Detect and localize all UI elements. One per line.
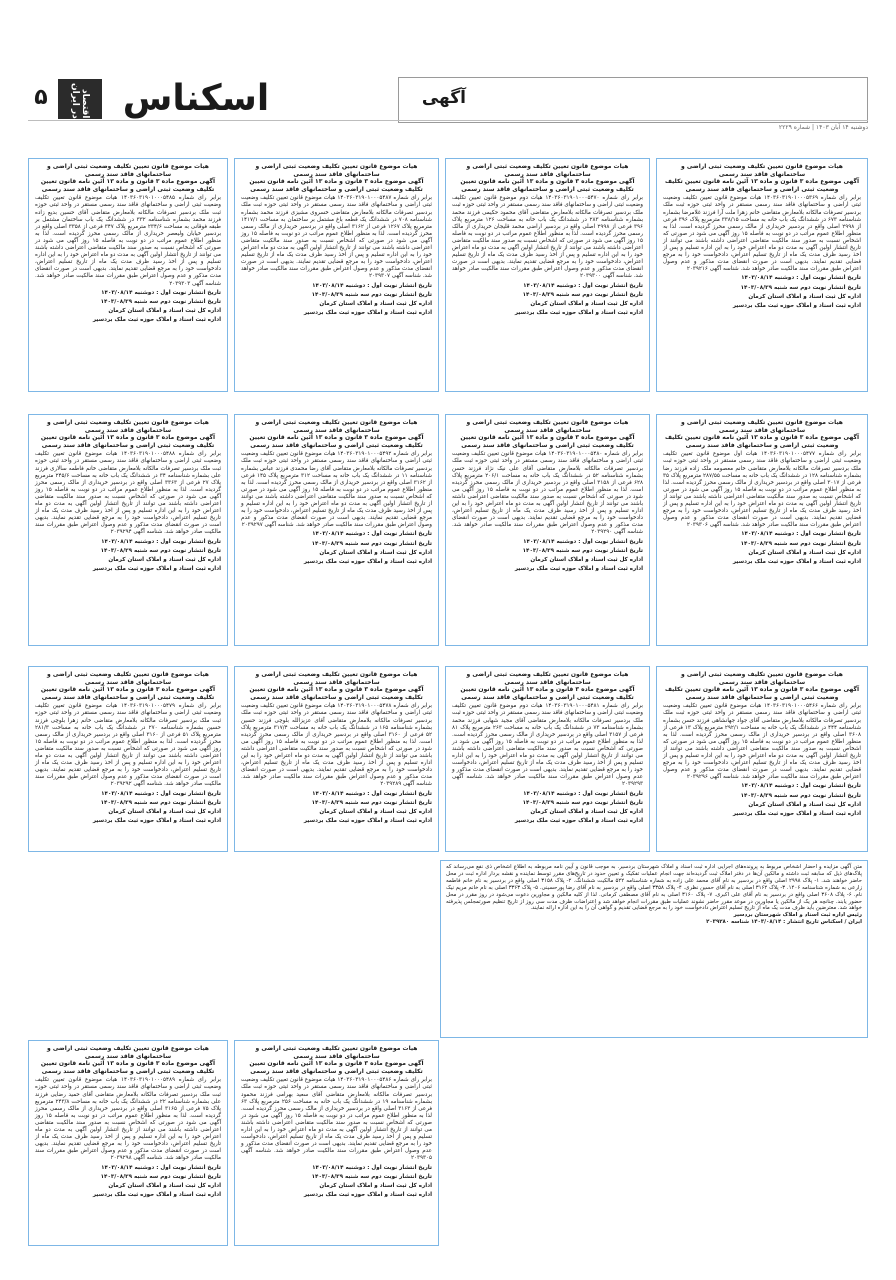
ad-body: برابر رای شماره ۱۴۰۳۶۰۳۱۹۰۱۰۰۰۵۴۸۱ هیات دوم موضوع قانون تعیین تکلیف وضعیت ثبتی اراضی و ساختمانهای فاقد سند رسمی مستقر در واحد ثبتی حوزه ثبت ملک بردسیر تصرفات مالکانه بلامعارض متقاضی آقای مجید شهابی فرزند محمد بشماره شناسنامه ۷۳ در ششدانگ یک باب خانه به مساحت ۲۶۳ مترمربع پلاک ۸۱ فرعی از ۳۱۵۷ اصلی واقع در بردسیر خریداری از مالک رسمی محرز گردیده است. لذا به منظور اطلاع عموم مراتب در دو نوبت به فاصله ۱۵ روز آگهی می شود در صورتی که اشخاص نسبت به صدور سند مالکیت متقاضی اعتراضی داشته باشند می توانند از تاریخ انتشار اولین آگهی به مدت دو ماه اعتراض خود را به این اداره تسلیم و پس از اخذ رسید ظرف مدت یک ماه از تاریخ تسلیم اعتراض، دادخواست خود را به مرجع قضایی تقدیم نمایند. بدیهی است در صورت انقضای مدت مذکور و عدم وصول اعتراض طبق مقررات سند مالکیت صادر خواهد شد. شناسه آگهی ۲۰۳۹۲۹۳ [452, 703, 644, 788]
ad-subtitle: آگهی موضوع ماده ۳ قانون و ماده ۱۳ آئین نامه قانون تعیین تکلیف وضعیت ثبتی اراضی و ساختمانهای فاقد سند رسمی [40, 1060, 216, 1075]
ad-body: برابر رای شماره ۱۴۰۳۶۰۳۱۹۰۱۰۰۰۵۴۷۹ هیات موضوع قانون تعیین تکلیف وضعیت ثبتی اراضی و ساختمانهای فاقد سند رسمی مستقر در واحد ثبتی حوزه ثبت ملک بردسیر تصرفات مالکانه بلامعارض متقاضی خانم زهرا بلوچی فرزند حسین بشماره شناسنامه ۲۷۰ در ششدانگ یک باب خانه به مساحت ۲۸۱/۳ مترمربع پلاک ۵۱ فرعی از ۳۱۶۰ اصلی واقع در بردسیر خریداری از مالک رسمی محرز گردیده است. لذا به منظور اطلاع عموم مراتب در دو نوبت به فاصله ۱۵ روز آگهی می شود در صورتی که اشخاص نسبت به صدور سند مالکیت متقاضی اعتراضی داشته باشند می توانند از تاریخ انتشار اولین آگهی به مدت دو ماه اعتراض خود را به این اداره تسلیم و پس از اخذ رسید ظرف مدت یک ماه از تاریخ تسلیم اعتراض، دادخواست خود را به مرجع قضایی تقدیم نمایند. بدیهی است در صورت انقضای مدت مذکور و عدم وصول اعتراض طبق مقررات سند مالکیت صادر خواهد شد. شناسه آگهی ۲۰۳۹۲۹۲ [35, 703, 221, 788]
ad-notice [445, 666, 650, 852]
ad-date-1: تاریخ انتشار نوبت اول : دوشنبه ۱۴۰۳/۰۸/۱۴ [523, 282, 643, 289]
ad-title: هیات موضوع قانون تعیین تکلیف وضعیت ثبتی اراضی و ساختمانهای فاقد سند رسمی [255, 1045, 418, 1060]
ad-body: برابر رای شماره ۱۴۰۳۶۰۳۱۹۰۱۰۰۰۵۴۷۰ هیات دوم موضوع قانون تعیین تکلیف وضعیت ثبتی اراضی و ساختمانهای فاقد سند رسمی مستقر در واحد ثبتی حوزه ثبت ملک بردسیر تصرفات مالکانه بلامعارض متقاضی آقای محمود حکیمی فرزند محمد بشماره شناسنامه ۲۸۳ در ششدانگ یک باب خانه به مساحت ۱۲۶ مترمربع پلاک ۳۹۶ فرعی از ۲۹۹۸ اصلی واقع در بردسیر اراضی محمد قلیجان خریداری از مالک رسمی محرز گردیده است. لذا به منظور اطلاع عموم مراتب در دو نوبت به فاصله ۱۵ روز آگهی می شود در صورتی که اشخاص نسبت به صدور سند مالکیت متقاضی اعتراضی داشته باشند می توانند از تاریخ انتشار اولین آگهی به مدت دو ماه اعتراض خود را به این اداره تسلیم و پس از اخذ رسید ظرف مدت یک ماه از تاریخ تسلیم اعتراض، دادخواست خود را به مرجع قضایی تقدیم نمایند. بدیهی است در صورت انقضای مدت مذکور و عدم وصول اعتراض طبق مقررات سند مالکیت صادر خواهد شد. شناسه آگهی ۲۰۳۹۳۰۰ [452, 195, 643, 280]
ad-title: هیات موضوع قانون تعیین تکلیف وضعیت ثبتی اراضی و ساختمانهای فاقد سند رسمی [255, 163, 418, 178]
ad-signer: اداره ثبت اسناد و املاک حوزه ثبت ملک بردسیر [92, 1191, 221, 1198]
ad-office: اداره کل ثبت اسناد و املاک استان کرمان [108, 1182, 221, 1189]
ad-office: اداره کل ثبت اسناد و املاک استان کرمان [748, 293, 861, 300]
ad-notice [28, 666, 228, 852]
ad-date-2: تاریخ انتشار نوبت دوم سه شنبه ۱۴۰۳/۰۸/۲۹ [740, 284, 861, 291]
ad-date-1: تاریخ انتشار نوبت اول : دوشنبه ۱۴۰۳/۰۸/۱۴ [741, 275, 861, 282]
ad-office: اداره کل ثبت اسناد و املاک استان کرمان [530, 556, 643, 563]
page-number: ۵ [34, 85, 48, 110]
ad-office: اداره کل ثبت اسناد و املاک استان کرمان [530, 808, 643, 815]
logo-tag: اقتصاد در ایران [58, 79, 102, 119]
ad-notice [28, 1040, 228, 1246]
ad-signer: اداره ثبت اسناد و املاک حوزه ثبت ملک بردسیر [303, 817, 432, 824]
ad-title: هیات موضوع قانون تعیین تکلیف وضعیت ثبتی اراضی و ساختمانهای فاقد سند رسمی [466, 419, 629, 434]
ad-subtitle: آگهی موضوع ماده ۳ قانون و ماده ۱۳ آئین نامه قانون تعیین تکلیف وضعیت ثبتی اراضی و ساختمانهای فاقد سند رسمی [460, 178, 635, 193]
ad-signer: اداره ثبت اسناد و املاک حوزه ثبت ملک بردسیر [732, 810, 861, 817]
ad-date-1: تاریخ انتشار نوبت اول : دوشنبه ۱۴۰۳/۰۸/۱۴ [741, 531, 861, 538]
ad-notice [28, 158, 228, 392]
ad-subtitle: آگهی موضوع ماده ۳ قانون و ماده ۱۳ آئین نامه قانون تعیین تکلیف وضعیت ثبتی اراضی و ساختمانهای فاقد سند رسمی [249, 686, 424, 701]
ad-date-2: تاریخ انتشار نوبت دوم سه شنبه ۱۴۰۳/۰۸/۲۹ [522, 799, 643, 806]
ad-title: هیات موضوع قانون تعیین تکلیف وضعیت ثبتی اراضی و ساختمانهای فاقد سند رسمی [681, 419, 843, 434]
ad-date-2: تاریخ انتشار نوبت دوم سه شنبه ۱۴۰۳/۰۸/۲۹ [100, 298, 221, 305]
ad-date-2: تاریخ انتشار نوبت دوم سه شنبه ۱۴۰۳/۰۸/۲۹ [311, 799, 432, 806]
ad-date-1: تاریخ انتشار نوبت اول : دوشنبه ۱۴۰۳/۰۸/۱۴ [312, 531, 432, 538]
ad-signer: اداره ثبت اسناد و املاک حوزه ثبت ملک بردسیر [92, 316, 221, 323]
ad-body: برابر رای شماره ۱۴۰۳۶۰۳۱۹۰۱۰۰۰۵۴۸۸ هیات موضوع قانون تعیین تکلیف وضعیت ثبتی اراضی و ساختمانهای فاقد سند رسمی مستقر در واحد ثبتی حوزه ثبت ملک بردسیر تصرفات مالکانه بلامعارض متقاضی خانم فاطمه سالاری فرزند علی بشماره شناسنامه ۳۴ در ششدانگ یک باب خانه به مساحت ۲۴۵/۶ مترمربع پلاک ۲۷ فرعی از ۳۳۶۳ اصلی واقع در بردسیر خریداری از مالک رسمی محرز گردیده است. لذا به منظور اطلاع عموم مراتب در دو نوبت به فاصله ۱۵ روز آگهی می شود در صورتی که اشخاص نسبت به صدور سند مالکیت متقاضی اعتراضی داشته باشند می توانند از تاریخ انتشار اولین آگهی به مدت دو ماه اعتراض خود را به این اداره تسلیم و پس از اخذ رسید ظرف مدت یک ماه از تاریخ تسلیم اعتراض، دادخواست خود را به مرجع قضایی تقدیم نمایند. بدیهی است در صورت انقضای مدت مذکور و عدم وصول اعتراض طبق مقررات سند مالکیت صادر خواهد شد. شناسه آگهی ۲۰۳۹۲۹۴ [35, 451, 221, 536]
ad-date-2: تاریخ انتشار نوبت دوم سه شنبه ۱۴۰۳/۰۸/۲۹ [522, 547, 643, 554]
long-notice-body: متن آگهی مزایده و احضار اشخاص مربوط به پرونده‌های اجرایی اداره ثبت اسناد و املاک شهرستان بردسیر. به موجب قانون و آیین نامه مربوطه به اطلاع اشخاص ذی نفع می‌رساند که پلاک‌های ذیل که سابقه ثبت داشته و مالکین آن‌ها در دفتر املاک ثبت گردیده‌اند جهت انجام عملیات تفکیک و تعیین حدود در تاریخ‌های مقرر توسط نماینده و نقشه بردار اداره ثبت در محل حاضر خواهند شد. ۱- پلاک ۲۹۹۸ اصلی واقع در بردسیر به نام آقای محمد علی زاده به شماره شناسنامه ۵۲۲ مالکیت ششدانگ. ۲- پلاک ۳۱۵۸ اصلی واقع در بردسیر به نام خانم فاطمه زارعی به شماره شناسنامه ۱۴۰۶. ۳- پلاک ۳۱۶۲ اصلی به نام آقای حسین نظری. ۴- پلاک ۳۳۵۸ اصلی واقع در بردسیر به نام آقای رضا پورحسینی. ۵- پلاک ۳۳۶۳ اصلی به نام خانم مریم نیک نام. ۶- پلاک ۳۶۰۸ اصلی واقع در بردسیر به نام آقای علی اکبری. ۷- پلاک ۳۱۶۰ اصلی به نام آقای مصطفی کرمانی. لذا از کلیه مالکین و مجاورین دعوت می‌شود در روز مقرر در محل حضور یابند. چنانچه هر یک از مالکین یا مجاورین در موعد مقرر حاضر نشوند عملیات طبق مقررات انجام خواهد شد و اعتراضات ظرف مدت سی روز از تاریخ تنظیم صورتمجلس پذیرفته خواهد شد. معترضین باید ظرف مدت یک ماه از تاریخ تسلیم اعتراض دادخواست خود را به مرجع قضایی تقدیم و گواهی آن را به این اداره ارائه نمایند. [446, 864, 863, 912]
ad-signer: اداره ثبت اسناد و املاک حوزه ثبت ملک بردسیر [92, 565, 221, 572]
ad-date-1: تاریخ انتشار نوبت اول : دوشنبه ۱۴۰۳/۰۸/۱۴ [312, 790, 432, 797]
ad-subtitle: آگهی موضوع ماده ۳ قانون و ماده ۱۳ آئین نامه قانون تعیین تکلیف وضعیت ثبتی اراضی و ساختمانهای فاقد سند رسمی [664, 178, 860, 193]
ad-subtitle: آگهی موضوع ماده ۳ قانون و ماده ۱۳ آئین نامه قانون تعیین تکلیف وضعیت ثبتی اراضی و ساختمانهای فاقد سند رسمی [249, 178, 424, 193]
ad-subtitle: آگهی موضوع ماده ۳ قانون و ماده ۱۳ آئین نامه قانون تعیین تکلیف وضعیت ثبتی اراضی و ساختمانهای فاقد سند رسمی [249, 1060, 424, 1075]
ad-body: برابر رای شماره ۱۴۰۳۶۰۳۱۹۰۱۰۰۰۵۳۶۹ هیات موضوع قانون تعیین تکلیف وضعیت ثبتی اراضی و ساختمانهای فاقد سند رسمی مستقر در واحد ثبتی حوزه ثبت ملک بردسیر تصرفات مالکانه بلامعارض متقاضی خانم زهرا ملت آرا فرزند غلامرضا بشماره شناسنامه ۶۷۳ در ششدانگ یک باب خانه به مساحت ۳۳۸/۱۵ مترمربع پلاک ۳۹۶ فرعی از ۲۹۹۸ اصلی واقع در بردسیر خریداری از مالک رسمی محرز گردیده است. لذا به منظور اطلاع عموم مراتب در دو نوبت به فاصله ۱۵ روز آگهی می شود در صورتی که اشخاص نسبت به صدور سند مالکیت متقاضی اعتراضی داشته باشند می توانند از تاریخ انتشار اولین آگهی به مدت دو ماه اعتراض خود را به این اداره تسلیم و پس از اخذ رسید ظرف مدت یک ماه از تاریخ تسلیم اعتراض، دادخواست خود را به مرجع قضایی تقدیم نمایند. بدیهی است در صورت انقضای مدت مذکور و عدم وصول اعتراض طبق مقررات سند مالکیت صادر خواهد شد. شناسه آگهی ۲۰۳۹۲۱۶ [663, 195, 862, 273]
ad-body: برابر رای شماره ۱۴۰۳۶۰۳۱۹۰۱۰۰۰۵۴۸۷ هیات موضوع قانون تعیین تکلیف وضعیت ثبتی اراضی و ساختمانهای فاقد سند رسمی مستقر در واحد ثبتی حوزه ثبت ملک بردسیر تصرفات مالکانه بلامعارض متقاضی خسروی مشیزی فرزند محمد بشماره شناسنامه ۷۰۸ در ششدانگ یک قطعه باغ مشتمل بر ساختمان به مساحت ۱۴۱۷/۱ مترمربع پلاک ۱۲۶۷ فرعی از ۳۱۶۲ اصلی واقع در بردسیر خریداری از مالک رسمی محرز گردیده است. لذا به منظور اطلاع عموم مراتب در دو نوبت به فاصله ۱۵ روز آگهی می شود در صورتی که اشخاص نسبت به صدور سند مالکیت متقاضی اعتراضی داشته باشند می توانند از تاریخ انتشار اولین آگهی به مدت دو ماه اعتراض خود را به این اداره تسلیم و پس از اخذ رسید ظرف مدت یک ماه از تاریخ تسلیم اعتراض، دادخواست خود را به مرجع قضایی تقدیم نمایند. بدیهی است در صورت انقضای مدت مذکور و عدم وصول اعتراض طبق مقررات سند مالکیت صادر خواهد شد. شناسه آگهی ۲۰۳۹۳۰۷ [241, 195, 432, 280]
ad-date-2: تاریخ انتشار نوبت دوم سه شنبه ۱۴۰۳/۰۸/۲۹ [740, 792, 861, 799]
ad-body: برابر رای شماره ۱۴۰۳۶۰۳۱۹۰۱۰۰۰۵۴۹۲ هیات موضوع قانون تعیین تکلیف وضعیت ثبتی اراضی و ساختمانهای فاقد سند رسمی مستقر در واحد ثبتی حوزه ثبت ملک بردسیر تصرفات مالکانه بلامعارض متقاضی آقای رضا محمدی فرزند عباس بشماره شناسنامه ۱۱ در ششدانگ یک باب خانه به مساحت ۳۱۲ مترمربع پلاک ۱۴۵ فرعی از ۳۱۶۲ اصلی واقع در بردسیر خریداری از مالک رسمی محرز گردیده است. لذا به منظور اطلاع عموم مراتب در دو نوبت به فاصله ۱۵ روز آگهی می شود در صورتی که اشخاص نسبت به صدور سند مالکیت متقاضی اعتراضی داشته باشند می توانند از تاریخ انتشار اولین آگهی به مدت دو ماه اعتراض خود را به این اداره تسلیم و پس از اخذ رسید ظرف مدت یک ماه از تاریخ تسلیم اعتراض، دادخواست خود را به مرجع قضایی تقدیم نمایند. بدیهی است در صورت انقضای مدت مذکور و عدم وصول اعتراض طبق مقررات سند مالکیت صادر خواهد شد. شناسه آگهی ۲۰۳۹۲۹۷ [241, 451, 432, 529]
ad-date-2: تاریخ انتشار نوبت دوم سه شنبه ۱۴۰۳/۰۸/۲۹ [100, 1173, 221, 1180]
ad-notice [234, 158, 439, 392]
ad-date-2: تاریخ انتشار نوبت دوم سه شنبه ۱۴۰۳/۰۸/۲۹ [100, 799, 221, 806]
ad-subtitle: آگهی موضوع ماده ۳ قانون و ماده ۱۳ آئین نامه قانون تعیین تکلیف وضعیت ثبتی اراضی و ساختمانهای فاقد سند رسمی [249, 434, 424, 449]
ad-notice [656, 158, 868, 392]
ad-subtitle: آگهی موضوع ماده ۳ قانون و ماده ۱۳ آئین نامه قانون تعیین تکلیف وضعیت ثبتی اراضی و ساختمانهای فاقد سند رسمی [40, 178, 216, 193]
ad-subtitle: آگهی موضوع ماده ۳ قانون و ماده ۱۳ آئین نامه قانون تعیین تکلیف وضعیت ثبتی اراضی و ساختمانهای فاقد سند رسمی [460, 434, 635, 449]
ad-body: برابر رای شماره ۱۴۰۳۶۰۳۱۹۰۱۰۰۰۵۴۸۹ هیات موضوع قانون تعیین تکلیف وضعیت ثبتی اراضی و ساختمانهای فاقد سند رسمی مستقر در واحد ثبتی حوزه ثبت ملک بردسیر تصرفات مالکانه بلامعارض متقاضی آقای حمید رضایی فرزند علی بشماره شناسنامه ۲۲ در ششدانگ یک باب خانه به مساحت ۲۴۳/۸ مترمربع پلاک ۷۵ فرعی از ۳۱۶۵ اصلی واقع در بردسیر خریداری از مالک رسمی محرز گردیده است. لذا به منظور اطلاع عموم مراتب در دو نوبت به فاصله ۱۵ روز آگهی می شود در صورتی که اشخاص نسبت به صدور سند مالکیت متقاضی اعتراضی داشته باشند می توانند از تاریخ انتشار اولین آگهی به مدت دو ماه اعتراض خود را به این اداره تسلیم و پس از اخذ رسید ظرف مدت یک ماه از تاریخ تسلیم اعتراض، دادخواست خود را به مرجع قضایی تقدیم نمایند. بدیهی است در صورت انقضای مدت مذکور و عدم وصول اعتراض طبق مقررات سند مالکیت صادر خواهد شد. شناسه آگهی ۲۰۳۹۲۹۸ [35, 1077, 221, 1162]
ad-office: اداره کل ثبت اسناد و املاک استان کرمان [319, 1182, 432, 1189]
ad-date-2: تاریخ انتشار نوبت دوم سه شنبه ۱۴۰۳/۰۸/۲۹ [522, 291, 643, 298]
ad-office: اداره کل ثبت اسناد و املاک استان کرمان [748, 801, 861, 808]
ad-signer: اداره ثبت اسناد و املاک حوزه ثبت ملک بردسیر [514, 817, 643, 824]
ad-title: هیات موضوع قانون تعیین تکلیف وضعیت ثبتی اراضی و ساختمانهای فاقد سند رسمی [255, 419, 418, 434]
ad-notice [445, 158, 650, 392]
ad-notice [234, 1040, 439, 1246]
ad-date-1: تاریخ انتشار نوبت اول : دوشنبه ۱۴۰۳/۰۸/۱۴ [101, 1164, 221, 1171]
header-rule [28, 120, 868, 121]
ad-title: هیات موضوع قانون تعیین تکلیف وضعیت ثبتی اراضی و ساختمانهای فاقد سند رسمی [47, 163, 209, 178]
ad-subtitle: آگهی موضوع ماده ۳ قانون و ماده ۱۳ آئین نامه قانون تعیین تکلیف وضعیت ثبتی اراضی و ساختمانهای فاقد سند رسمی [40, 434, 216, 449]
ad-office: اداره کل ثبت اسناد و املاک استان کرمان [319, 808, 432, 815]
ad-date-1: تاریخ انتشار نوبت اول : دوشنبه ۱۴۰۳/۰۸/۱۴ [101, 538, 221, 545]
ad-date-2: تاریخ انتشار نوبت دوم سه شنبه ۱۴۰۳/۰۸/۲۹ [311, 1173, 432, 1180]
ad-date-1: تاریخ انتشار نوبت اول : دوشنبه ۱۴۰۳/۰۸/۱۴ [101, 790, 221, 797]
ad-signer: اداره ثبت اسناد و املاک حوزه ثبت ملک بردسیر [303, 1191, 432, 1198]
ad-date-2: تاریخ انتشار نوبت دوم سه شنبه ۱۴۰۳/۰۸/۲۹ [740, 540, 861, 547]
issue-meta: دوشنبه ۱۴ آبان ۱۴۰۳ | شماره ۲۲۲۹ [778, 124, 868, 131]
ad-office: اداره کل ثبت اسناد و املاک استان کرمان [319, 549, 432, 556]
ad-body: برابر رای شماره ۱۴۰۳۶۰۳۱۹۰۱۰۰۰۵۴۸۶ هیات موضوع قانون تعیین تکلیف وضعیت ثبتی اراضی و ساختمانهای فاقد سند رسمی مستقر در واحد ثبتی حوزه ثبت ملک بردسیر تصرفات مالکانه بلامعارض متقاضی آقای سعید بهرامی فرزند محمود بشماره شناسنامه ۱۹ در ششدانگ یک باب خانه به مساحت ۲۵۶ مترمربع پلاک ۶۳ فرعی از ۳۱۶۳ اصلی واقع در بردسیر خریداری از مالک رسمی محرز گردیده است. لذا به منظور اطلاع عموم مراتب در دو نوبت به فاصله ۱۵ روز آگهی می شود در صورتی که اشخاص نسبت به صدور سند مالکیت متقاضی اعتراضی داشته باشند می توانند از تاریخ انتشار اولین آگهی به مدت دو ماه اعتراض خود را به این اداره تسلیم و پس از اخذ رسید ظرف مدت یک ماه از تاریخ تسلیم اعتراض، دادخواست خود را به مرجع قضایی تقدیم نمایند. بدیهی است در صورت انقضای مدت مذکور و عدم وصول اعتراض طبق مقررات سند مالکیت صادر خواهد شد. شناسه آگهی ۲۰۳۹۳۰۵ [241, 1077, 433, 1162]
ad-title: هیات موضوع قانون تعیین تکلیف وضعیت ثبتی اراضی و ساختمانهای فاقد سند رسمی [681, 671, 843, 686]
ad-date-1: تاریخ انتشار نوبت اول : دوشنبه ۱۴۰۳/۰۸/۱۴ [312, 1164, 432, 1171]
ad-office: اداره کل ثبت اسناد و املاک استان کرمان [748, 549, 861, 556]
ad-body: برابر رای شماره ۱۴۰۳۶۰۳۱۹۰۱۰۰۰۵۴۸۵ هیات موضوع قانون تعیین تکلیف وضعیت ثبتی اراضی و ساختمانهای فاقد سند رسمی مستقر در واحد ثبتی حوزه ثبت ملک بردسیر تصرفات مالکانه بلامعارض متقاضی آقای حسین بدیع زاده فرزند محمد بشماره شناسنامه ۳۳۲ در ششدانگ یک باب ساختمان مشتمل بر طبقه فوقانی به مساحت ۲۳۴/۶ مترمربع پلاک ۳۴۷ فرعی از ۳۳۵۸ اصلی واقع در بردسیر خیابان ولیعصر خریداری از مالک رسمی محرز گردیده است. لذا به منظور اطلاع عموم مراتب در دو نوبت به فاصله ۱۵ روز آگهی می شود در صورتی که اشخاص نسبت به صدور سند مالکیت متقاضی اعتراضی داشته باشند می توانند از تاریخ انتشار اولین آگهی به مدت دو ماه اعتراض خود را به این اداره تسلیم و پس از اخذ رسید ظرف مدت یک ماه از تاریخ تسلیم اعتراض، دادخواست خود را به مرجع قضایی تقدیم نمایند. بدیهی است در صورت انقضای مدت مذکور و عدم وصول اعتراض طبق مقررات سند مالکیت صادر خواهد شد. شناسه آگهی ۲۰۳۹۳۰۳ [35, 195, 222, 287]
ad-body: برابر رای شماره ۱۴۰۳۶۰۳۱۹۰۱۰۰۰۵۴۷۸ هیات موضوع قانون تعیین تکلیف وضعیت ثبتی اراضی و ساختمانهای فاقد سند رسمی مستقر در واحد ثبتی حوزه ثبت ملک بردسیر تصرفات مالکانه بلامعارض متقاضی آقای عزیزالله بلوچی فرزند حسین بشماره شناسنامه ۱۶۵ در ششدانگ یک باب خانه به مساحت ۳۱۷/۴ مترمربع پلاک ۵۲ فرعی از ۳۱۶۰ اصلی واقع در بردسیر خریداری از مالک رسمی محرز گردیده است. لذا به منظور اطلاع عموم مراتب در دو نوبت به فاصله ۱۵ روز آگهی می شود در صورتی که اشخاص نسبت به صدور سند مالکیت متقاضی اعتراضی داشته باشند می توانند از تاریخ انتشار اولین آگهی به مدت دو ماه اعتراض خود را به این اداره تسلیم و پس از اخذ رسید ظرف مدت یک ماه از تاریخ تسلیم اعتراض، دادخواست خود را به مرجع قضایی تقدیم نمایند. بدیهی است در صورت انقضای مدت مذکور و عدم وصول اعتراض طبق مقررات سند مالکیت صادر خواهد شد. شناسه آگهی ۲۰۳۹۲۸۹ [241, 703, 432, 788]
ad-signer: اداره ثبت اسناد و املاک حوزه ثبت ملک بردسیر [92, 817, 221, 824]
ad-notice [445, 414, 650, 646]
ad-notice [656, 666, 868, 852]
ad-signer: اداره ثبت اسناد و املاک حوزه ثبت ملک بردسیر [303, 309, 432, 316]
ad-title: هیات موضوع قانون تعیین تکلیف وضعیت ثبتی اراضی و ساختمانهای فاقد سند رسمی [47, 1045, 209, 1060]
ad-office: اداره کل ثبت اسناد و املاک استان کرمان [108, 808, 221, 815]
ad-body: برابر رای شماره ۱۴۰۳۶۰۳۱۹۰۱۰۰۰۵۴۶۶ هیات موضوع قانون تعیین تکلیف وضعیت ثبتی اراضی و ساختمانهای فاقد سند رسمی مستقر در واحد ثبتی حوزه ثبت ملک بردسیر تصرفات مالکانه بلامعارض متقاضی آقای جواد جهانشاهی فرزند حسن بشماره شناسنامه ۴۴۴ در ششدانگ یک باب خانه به مساحت ۲۹۲/۱ مترمربع پلاک ۱۳ فرعی از ۳۶۰۸ اصلی واقع در بردسیر خریداری از مالک رسمی محرز گردیده است. لذا به منظور اطلاع عموم مراتب در دو نوبت به فاصله ۱۵ روز آگهی می شود در صورتی که اشخاص نسبت به صدور سند مالکیت متقاضی اعتراضی داشته باشند می توانند از تاریخ انتشار اولین آگهی به مدت دو ماه اعتراض خود را به این اداره تسلیم و پس از اخذ رسید ظرف مدت یک ماه از تاریخ تسلیم اعتراض، دادخواست خود را به مرجع قضایی تقدیم نمایند. بدیهی است در صورت انقضای مدت مذکور و عدم وصول اعتراض طبق مقررات سند مالکیت صادر خواهد شد. شناسه آگهی ۲۰۳۹۲۹۶ [663, 703, 862, 781]
ad-office: اداره کل ثبت اسناد و املاک استان کرمان [530, 300, 643, 307]
ad-date-1: تاریخ انتشار نوبت اول : دوشنبه ۱۴۰۳/۰۸/۱۴ [312, 282, 432, 289]
section-title: آگهی [421, 88, 466, 108]
ad-subtitle: آگهی موضوع ماده ۳ قانون و ماده ۱۳ آئین نامه قانون تعیین تکلیف وضعیت ثبتی اراضی و ساختمانهای فاقد سند رسمی [460, 686, 635, 701]
ad-title: هیات موضوع قانون تعیین تکلیف وضعیت ثبتی اراضی و ساختمانهای فاقد سند رسمی [255, 671, 418, 686]
ad-date-1: تاریخ انتشار نوبت اول : دوشنبه ۱۴۰۳/۰۸/۱۴ [741, 783, 861, 790]
ad-title: هیات موضوع قانون تعیین تکلیف وضعیت ثبتی اراضی و ساختمانهای فاقد سند رسمی [681, 163, 843, 178]
ad-office: اداره کل ثبت اسناد و املاک استان کرمان [108, 307, 221, 314]
ad-office: اداره کل ثبت اسناد و املاک استان کرمان [319, 300, 432, 307]
ad-date-1: تاریخ انتشار نوبت اول : دوشنبه ۱۴۰۳/۰۸/۱۴ [523, 790, 643, 797]
ad-date-1: تاریخ انتشار نوبت اول : دوشنبه ۱۴۰۳/۰۸/۱۴ [101, 289, 221, 296]
ad-signer: اداره ثبت اسناد و املاک حوزه ثبت ملک بردسیر [514, 565, 643, 572]
ad-subtitle: آگهی موضوع ماده ۳ قانون و ماده ۱۳ آئین نامه قانون تعیین تکلیف وضعیت ثبتی اراضی و ساختمانهای فاقد سند رسمی [664, 686, 860, 701]
ad-notice [234, 414, 439, 646]
ad-signer: اداره ثبت اسناد و املاک حوزه ثبت ملک بردسیر [303, 558, 432, 565]
ad-title: هیات موضوع قانون تعیین تکلیف وضعیت ثبتی اراضی و ساختمانهای فاقد سند رسمی [47, 419, 209, 434]
ad-date-1: تاریخ انتشار نوبت اول : دوشنبه ۱۴۰۳/۰۸/۱۴ [523, 538, 643, 545]
ad-office: اداره کل ثبت اسناد و املاک استان کرمان [108, 556, 221, 563]
ad-body: برابر رای شماره ۱۴۰۳۶۰۳۱۹۰۱۰۰۰۵۴۷۷ هیات اول موضوع قانون تعیین تکلیف وضعیت ثبتی اراضی و ساختمانهای فاقد سند رسمی مستقر در واحد ثبتی حوزه ثبت ملک بردسیر تصرفات مالکانه بلامعارض متقاضی خانم معصومه ملک زاده فرزند رضا بشماره شناسنامه ۱۲۸ در ششدانگ یک باب خانه به مساحت ۲۸۷/۵۵ مترمربع پلاک ۳۵ فرعی از ۳۰۱۷ اصلی واقع در بردسیر خریداری از مالک رسمی محرز گردیده است. لذا به منظور اطلاع عموم مراتب در دو نوبت به فاصله ۱۵ روز آگهی می شود در صورتی که اشخاص نسبت به صدور سند مالکیت متقاضی اعتراضی داشته باشند می توانند از تاریخ انتشار اولین آگهی به مدت دو ماه اعتراض خود را به این اداره تسلیم و پس از اخذ رسید ظرف مدت یک ماه از تاریخ تسلیم اعتراض، دادخواست خود را به مرجع قضایی تقدیم نمایند. بدیهی است در صورت انقضای مدت مذکور و عدم وصول اعتراض طبق مقررات سند مالکیت صادر خواهد شد. شناسه آگهی ۲۰۳۹۳۰۶ [663, 451, 862, 529]
ad-notice [656, 414, 868, 646]
long-notice-signer: رئیس اداره ثبت اسناد و املاک شهرستان بردسیر [733, 912, 862, 919]
ad-date-2: تاریخ انتشار نوبت دوم سه شنبه ۱۴۰۳/۰۸/۲۹ [311, 540, 432, 547]
ad-notice [234, 666, 439, 852]
ad-subtitle: آگهی موضوع ماده ۳ قانون و ماده ۱۳ آئین نامه قانون تعیین تکلیف وضعیت ثبتی اراضی و ساختمانهای فاقد سند رسمی [40, 686, 216, 701]
ad-signer: اداره ثبت اسناد و املاک حوزه ثبت ملک بردسیر [732, 558, 861, 565]
ad-date-2: تاریخ انتشار نوبت دوم سه شنبه ۱۴۰۳/۰۸/۲۹ [100, 547, 221, 554]
ad-body: برابر رای شماره ۱۴۰۳۶۰۳۱۹۰۱۰۰۰۵۴۸۰ هیات موضوع قانون تعیین تکلیف وضعیت ثبتی اراضی و ساختمانهای فاقد سند رسمی مستقر در واحد ثبتی حوزه ثبت ملک بردسیر تصرفات مالکانه بلامعارض متقاضی آقای علی نیک نژاد فرزند حسن بشماره شناسنامه ۵۲ در ششدانگ یک باب خانه به مساحت ۲۰۶/۱ مترمربع پلاک ۶۲۸ فرعی از ۳۱۵۸ اصلی واقع در بردسیر خریداری از مالک رسمی محرز گردیده است. لذا به منظور اطلاع عموم مراتب در دو نوبت به فاصله ۱۵ روز آگهی می شود در صورتی که اشخاص نسبت به صدور سند مالکیت متقاضی اعتراضی داشته باشند می توانند از تاریخ انتشار اولین آگهی به مدت دو ماه اعتراض خود را به این اداره تسلیم و پس از اخذ رسید ظرف مدت یک ماه از تاریخ تسلیم اعتراض، دادخواست خود را به مرجع قضایی تقدیم نمایند. بدیهی است در صورت انقضای مدت مذکور و عدم وصول اعتراض طبق مقررات سند مالکیت صادر خواهد شد. شناسه آگهی ۲۰۳۹۲۹۰ [452, 451, 643, 536]
ad-subtitle: آگهی موضوع ماده ۳ قانون و ماده ۱۳ آئین نامه قانون تعیین تکلیف وضعیت ثبتی اراضی و ساختمانهای فاقد سند رسمی [664, 434, 860, 449]
ad-notice [28, 414, 228, 646]
section-header-box [398, 77, 868, 123]
logo: اسکناس [122, 78, 270, 119]
long-notice [440, 860, 868, 1038]
ad-date-2: تاریخ انتشار نوبت دوم سه شنبه ۱۴۰۳/۰۸/۲۹ [311, 291, 432, 298]
ad-signer: اداره ثبت اسناد و املاک حوزه ثبت ملک بردسیر [732, 302, 861, 309]
ad-title: هیات موضوع قانون تعیین تکلیف وضعیت ثبتی اراضی و ساختمانهای فاقد سند رسمی [466, 163, 629, 178]
ad-signer: اداره ثبت اسناد و املاک حوزه ثبت ملک بردسیر [514, 309, 643, 316]
ad-title: هیات موضوع قانون تعیین تکلیف وضعیت ثبتی اراضی و ساختمانهای فاقد سند رسمی [47, 671, 209, 686]
long-notice-footer: ایران / اسکناس تاریخ انتشار : ۱۴۰۳/۰۸/۱۴ شناسه ۲۰۳۹۲۸۰ [706, 919, 862, 926]
ad-title: هیات موضوع قانون تعیین تکلیف وضعیت ثبتی اراضی و ساختمانهای فاقد سند رسمی [466, 671, 629, 686]
